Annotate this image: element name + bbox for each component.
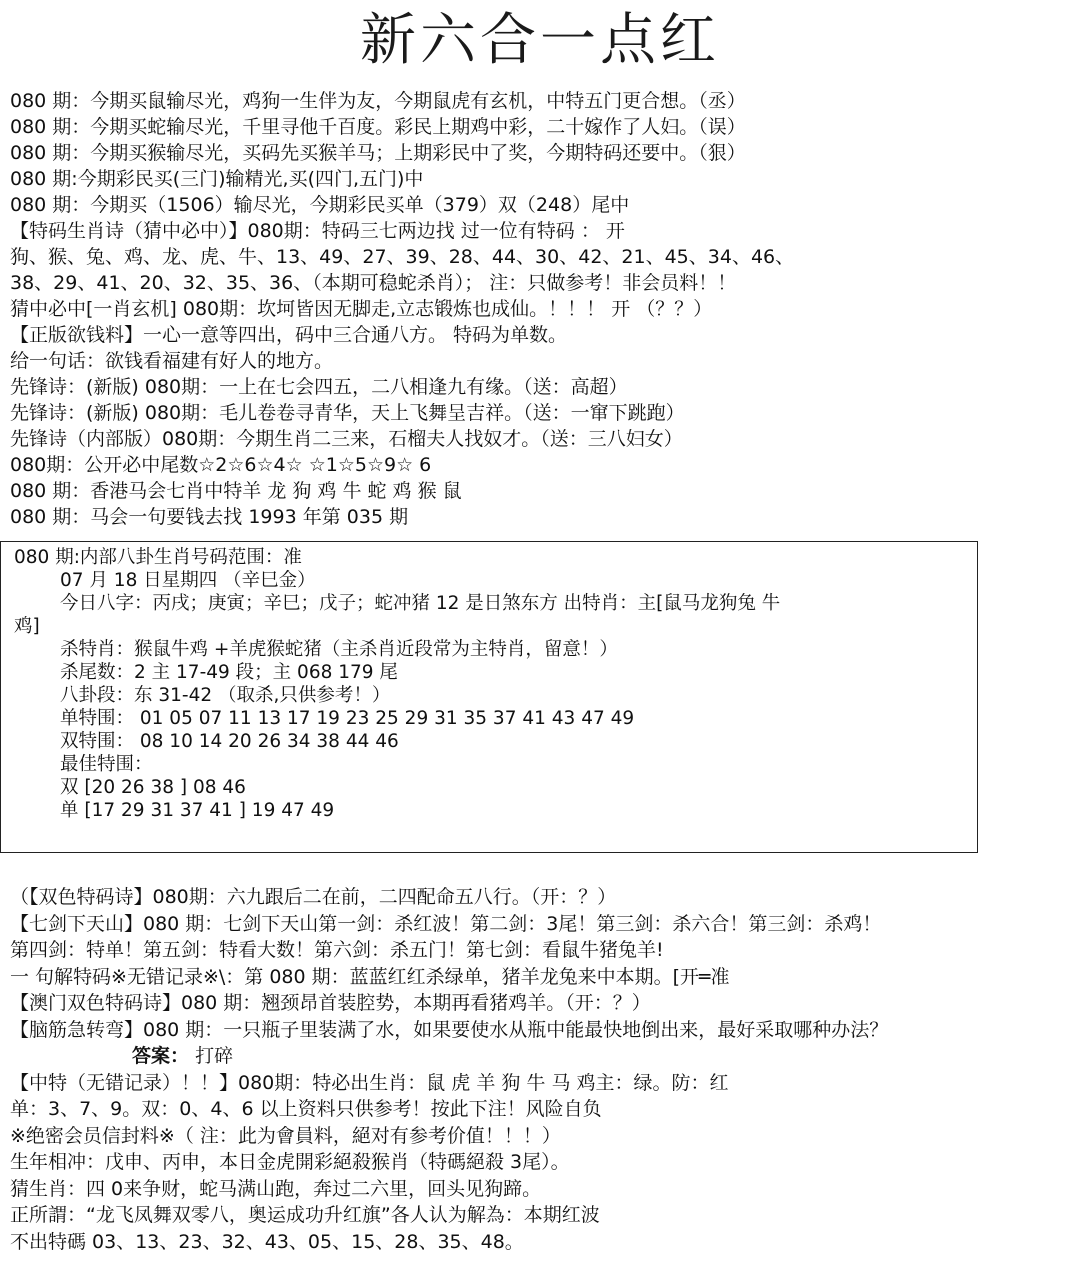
- answer-value: 打碎: [195, 1045, 234, 1067]
- text-line: 【澳门双色特码诗】080 期：翘颈昂首装腔势，本期再看猪鸡羊。（开：？）: [10, 992, 651, 1014]
- text-line: 【脑筋急转弯】080 期：一只瓶子里装满了水，如果要使水从瓶中能最快地倒出来，最好采取哪种办法？: [10, 1018, 889, 1041]
- text-line: 080 期:今期彩民买(三门)输精光,买(四门,五门)中: [10, 168, 424, 190]
- box-single: 单特围： 01 05 07 11 13 17 19 23 25 29 31 35 37 41 43 47 49: [60, 708, 635, 729]
- box-kill-zodiac: 杀特肖：猴鼠牛鸡 +羊虎猴蛇猪（主杀肖近段常为主特肖，留意！）: [60, 639, 618, 660]
- text-line: 先锋诗（内部版）080期：今期生肖二三来，石榴夫人找奴才。（送：三八妇女）: [10, 428, 683, 450]
- text-line: 【七剑下天山】080 期：七剑下天山第一剑：杀红波！第二剑：3尾！第三剑：杀六合！第三剑：杀鸡！: [10, 912, 882, 935]
- bottom-section: [10, 884, 1070, 1255]
- text-line: 080期：公开必中尾数☆2☆6☆4☆ ☆1☆5☆9☆ 6: [10, 454, 432, 476]
- text-line: 不出特碼 03、13、23、32、43、05、15、28、35、48。: [10, 1230, 524, 1253]
- box-best-single: 单 [17 29 31 37 41 ] 19 47 49: [60, 800, 335, 821]
- box-best-label: 最佳特围：: [60, 754, 153, 775]
- top-section: [10, 88, 1070, 530]
- text-line: 080 期：今期买蛇输尽光，千里寻他千百度。彩民上期鸡中彩，二十嫁作了人妇。（误）: [10, 116, 746, 138]
- text-line: （【双色特码诗】080期：六九跟后二在前，二四配命五八行。（开：？）: [10, 886, 617, 908]
- box-bagua: 八卦段：东 31-42 （取杀,只供参考！）: [60, 685, 391, 706]
- text-line: 【特码生肖诗（猜中必中）】080期：特码三七两边找 过一位有特码 ： 开: [10, 220, 625, 242]
- box-bazi-cont: 鸡]: [14, 616, 40, 637]
- text-line: 【中特（无错记录）！！】080期：特必出生肖：鼠 虎 羊 狗 牛 马 鸡主：绿。防：红: [10, 1071, 729, 1094]
- answer-label: 答案：: [132, 1045, 190, 1067]
- bagua-box-content: [14, 546, 974, 822]
- box-bazi: 今日八字：丙戌；庚寅；辛巳；戊子；蛇冲猪 12 是日煞东方 出特肖：主[鼠马龙狗兔 牛: [60, 593, 781, 614]
- box-kill-tail: 杀尾数：2 主 17-49 段；主 068 179 尾: [60, 662, 398, 683]
- text-line: 给一句话：欲钱看福建有好人的地方。: [10, 350, 334, 372]
- text-line: 狗、猴、兔、鸡、龙、虎、牛、13、49、27、39、28、44、30、42、21、45、34、46、: [10, 246, 795, 268]
- text-line: 080 期：今期买（1506）输尽光，今期彩民买单（379）双（248）尾中: [10, 194, 630, 216]
- text-line: 080 期：香港马会七肖中特羊 龙 狗 鸡 牛 蛇 鸡 猴 鼠: [10, 480, 462, 502]
- text-line: 先锋诗：(新版) 080期：毛儿卷卷寻青华，天上飞舞呈吉祥。（送：一窜下跳跑）: [10, 402, 685, 424]
- text-line: 生年相冲：戊申、丙申，本日金虎開彩絕殺猴肖（特碼絕殺 3尾）。: [10, 1151, 570, 1173]
- text-line: 猜生肖：四 0来争财，蛇马满山跑，奔过二六里，回头见狗蹄。: [10, 1177, 542, 1200]
- page-title: 新六合一点红: [360, 8, 720, 73]
- text-line: 【正版欲钱料】一心一意等四出，码中三合通八方。 特码为单数。: [10, 324, 568, 346]
- text-line: 单：3、7、9。双：0、4、6 以上资料只供参考！按此下注！风险自负: [10, 1098, 602, 1120]
- text-line: 38、29、41、20、32、35、36、（本期可稳蛇杀肖）； 注：只做参考！非会员料！！: [10, 272, 737, 294]
- text-line: 080 期：今期买鼠输尽光，鸡狗一生伴为友，今期鼠虎有玄机，中特五门更合想。（丞）: [10, 90, 746, 112]
- box-header: 080 期:内部八卦生肖号码范围：准: [14, 547, 302, 568]
- text-line: ※绝密会员信封料※（ 注：此为會員料，絕对有参考价值！！！）: [10, 1124, 561, 1147]
- text-line: 一 句解特码※无错记录※\：第 080 期：蓝蓝红红杀绿单，猪羊龙兔来中本期。[开═准: [10, 965, 730, 988]
- text-line: 080 期：今期买猴输尽光，买码先买猴羊马；上期彩民中了奖，今期特码还要中。（狠）: [10, 142, 746, 164]
- text-line: 第四剑：特单！第五剑：特看大数！第六剑：杀五门！第七剑：看鼠牛猪兔羊!: [10, 939, 664, 961]
- box-double: 双特围： 08 10 14 20 26 34 38 44 46: [60, 731, 399, 752]
- text-line: 猜中必中[一肖玄机] 080期：坎坷皆因无脚走,立志锻炼也成仙。！！！ 开 （？？）: [10, 298, 713, 320]
- box-best-double: 双 [20 26 38 ] 08 46: [60, 777, 246, 798]
- box-date: 07 月 18 日星期四 （辛巳金）: [60, 570, 316, 591]
- text-line: 先锋诗：(新版) 080期：一上在七会四五，二八相逢九有缘。（送：高超）: [10, 376, 628, 398]
- answer-line: [10, 1043, 1070, 1070]
- text-line: 正所謂：“龙飞凤舞双零八，奥运成功升红旗”各人认为解為：本期红波: [10, 1204, 600, 1226]
- text-line: 080 期：马会一句要钱去找 1993 年第 035 期: [10, 506, 409, 528]
